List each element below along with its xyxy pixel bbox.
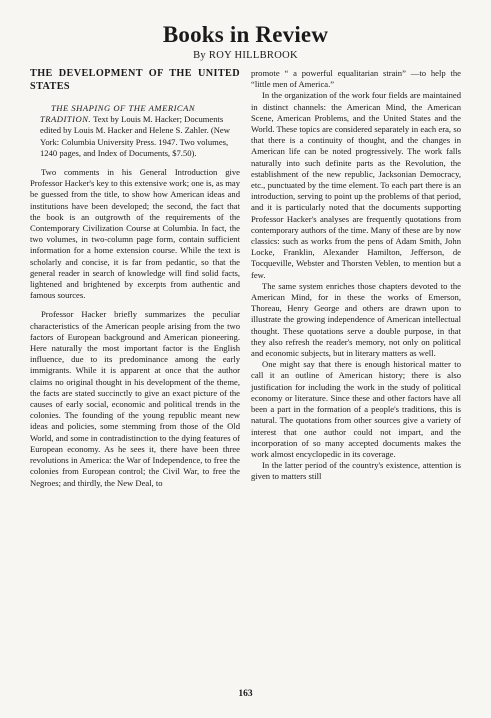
paragraph-7: In the latter period of the country's existence, attention is given to matters still — [251, 460, 461, 482]
paragraph-2: Professor Hacker briefly summarizes the peculiar characteristics of the American people arising from the two factors of European background and American pioneering. Here naturally the most important factor is the English influence, due to its predominance among the early immigrants. While it is apparent at once that the author claims no original thought in his development of the theme, the facts are stated succinctly to give an exact picture of the causes of early social, economic and political trends in the colonies. The founding of the young republic meant new ideas and policies, some stemming from those of the Old World, and some in contradistinction to the dying features of European economy. As he sees it, there have been three revolutions in America: the War of Independence, to free the colonies from European control; the Civil War, to free the Negroes; and thirdly, the New Deal, to — [30, 309, 240, 488]
book-title: THE SHAPING OF THE AMERICAN TRADITION. — [40, 103, 196, 125]
left-column — [30, 68, 240, 489]
paragraph-3: promote “ a powerful equalitarian strain” —to help the “little men of America.” — [251, 68, 461, 90]
paragraph-6: One might say that there is enough historical matter to call it an outline of American history; there is also justification for including the work in the study of political economy or literature. Since these and other factors have all been a part in the formation of a people's traditions, this is natural. The quotations from other sources give a variety of interest that one author could not impart, and the incorporation of so many accepted documents makes the work almost encyclopedic in its coverage. — [251, 359, 461, 459]
page-title: Books in Review — [162, 22, 329, 47]
book-details: Text by Louis M. Hacker; Documents edited by Louis M. Hacker and Helene S. Zahler. (New York: Columbia University Press. 1947. Two volumes, 1240 pages, and Index of Documents, $7.50). — [40, 114, 230, 158]
paragraph-4: In the organization of the work four fields are maintained in distinct channels: the American Mind, the American Scene, American Problems, and the United States and the World. These topics are considered separately in each era, so that there is a continuity of thought, and the changes in American life can be noted progressively. The work falls naturally into such definite parts as the Revolution, the establishment of the new republic, Jacksonian Democracy, etc., punctuated by the time element. To each part there is an introduction, serving to point up the problems of that period, and it is particularly noted that the documents supporting Professor Hacker's analyses are frequently quotations from contemporary authors of the time. Many of these are by now classics: such as works from the pens of Adam Smith, John Locke, Franklin, Alexander Hamilton, Jefferson, de Tocqueville, Webster and Thorsten Veblen, to mention but a few. — [251, 90, 461, 280]
right-column — [251, 68, 461, 483]
book-citation — [30, 103, 240, 159]
author-byline: By ROY HILLBROOK — [193, 50, 298, 61]
paragraph-5: The same system enriches those chapters devoted to the American Mind, for in these the works of Emerson, Thoreau, Henry George and others are drawn upon to illustrate the growing independence of American intellectual thought. These quotations serve a double purpose, in that they also refresh the reader's memory, not only on political and economic subjects, but in literary matters as well. — [251, 280, 461, 359]
review-heading: THE DEVELOPMENT OF THE UNITED STATES — [30, 68, 240, 92]
paragraph-1: Two comments in his General Introduction give Professor Hacker's key to this extensive work; one is, as may be guessed from the title, to show how American ideas and institutions have been developed; the second, the fact that the book is an outgrowth of the requirements of the Contemporary Civilization Course at Columbia. In fact, the two volumes, in two-column page form, contain sufficient information for a home extension course. While the text is scholarly and concise, it is far from pedantic, so that the general reader in search of knowledge will find solid facts, lightened and brightened by excerpts from authentic and famous sources. — [30, 167, 240, 301]
page-number: 163 — [238, 689, 253, 699]
